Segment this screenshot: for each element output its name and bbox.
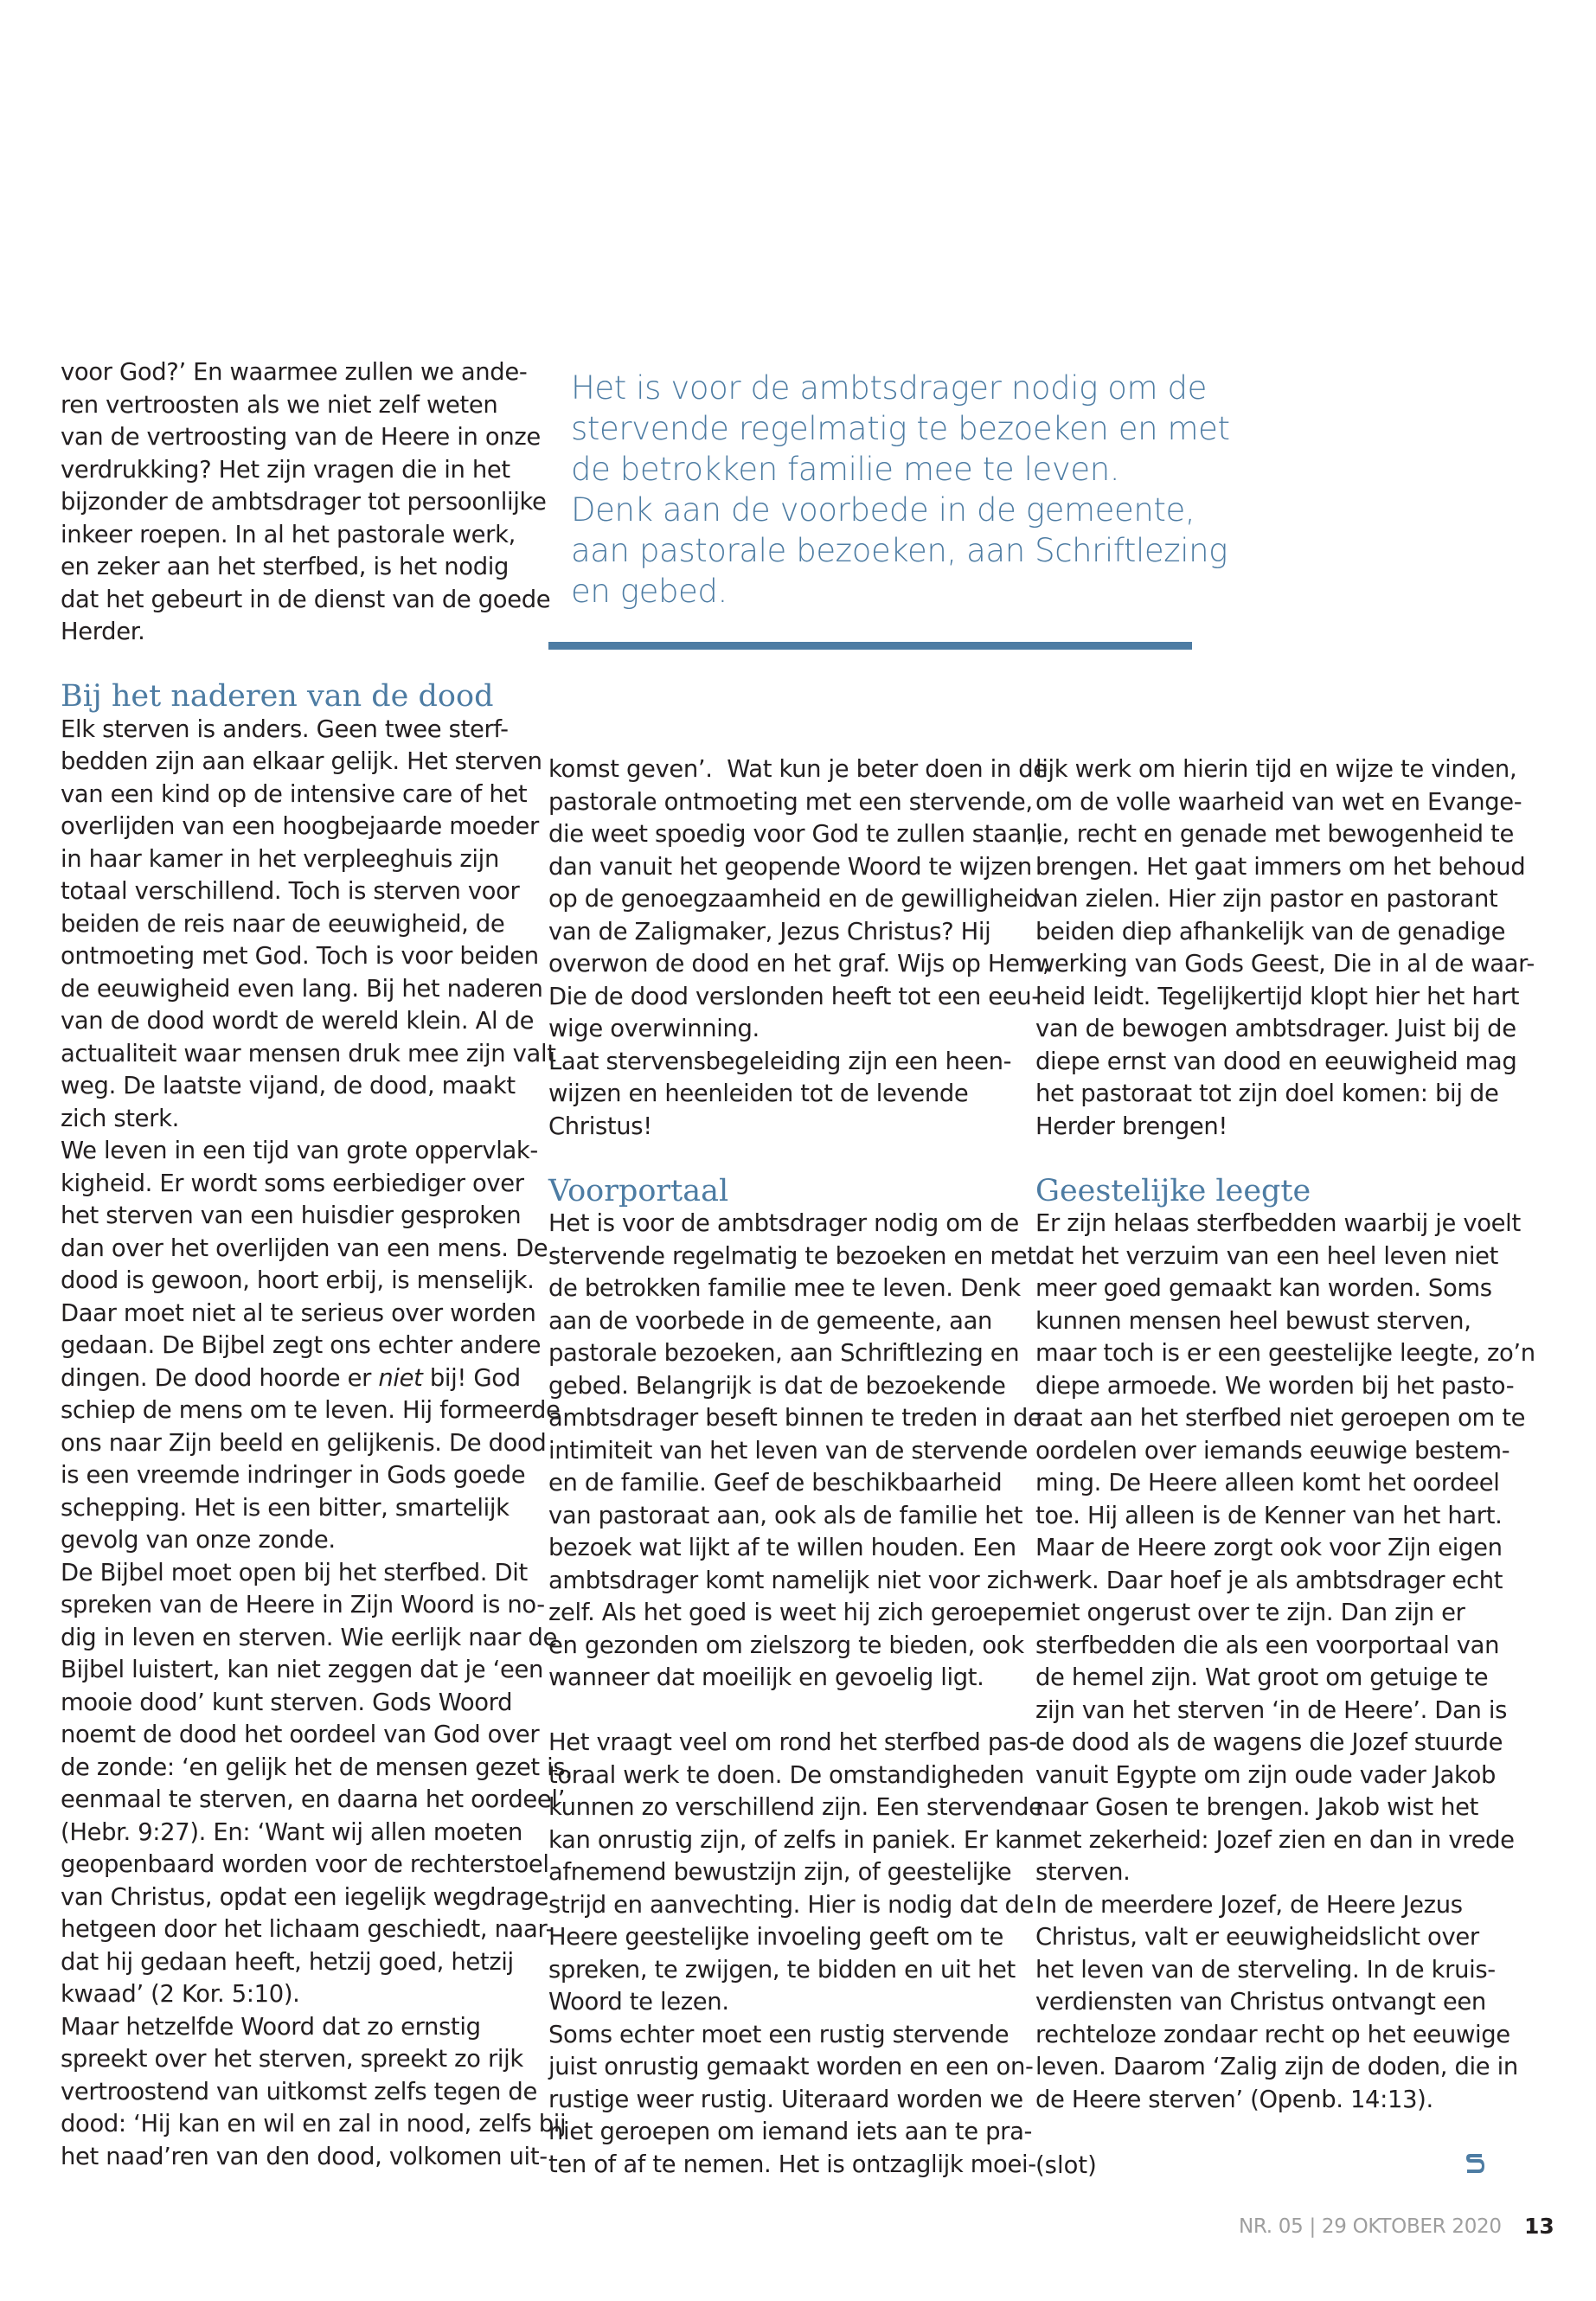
body-line: wijzen en heenleiden tot de levende: [548, 1080, 969, 1107]
body-line: om de volle waarheid van wet en Evange-: [1035, 788, 1522, 816]
body-line: van zielen. Hier zijn pastor en pastorant: [1035, 886, 1498, 913]
body-line: diepe ernst van dood en eeuwigheid mag: [1035, 1048, 1517, 1075]
body-line: hetgeen door het lichaam geschiedt, naar-: [61, 1916, 554, 1943]
section-heading-voorportaal: Voorportaal: [548, 1173, 729, 1208]
body-line: maar toch is er een geestelijke leegte, zo’n: [1035, 1340, 1535, 1367]
body-line: heid leidt. Tegelijkertijd klopt hier het hart: [1035, 983, 1520, 1010]
body-line: naar Gosen te brengen. Jakob wist het: [1035, 1794, 1478, 1821]
body-line: kwaad’ (2 Kor. 5:10).: [61, 1981, 300, 2008]
body-line: het pastoraat tot zijn doel komen: bij de: [1035, 1080, 1499, 1107]
body-line: Daar moet niet al te serieus over worden: [61, 1299, 536, 1327]
body-line: De Bijbel moet open bij het sterfbed. Dit: [61, 1559, 528, 1586]
body-line: voor God?’ En waarmee zullen we ande-: [61, 359, 528, 386]
body-line: spreken, te zwijgen, te bidden en uit het: [548, 1956, 1016, 1984]
body-line: kan onrustig zijn, of zelfs in paniek. Er kan: [548, 1826, 1037, 1854]
body-text: dingen. De dood hoorde er: [61, 1364, 379, 1392]
body-line: en zeker aan het sterfbed, is het nodig: [61, 554, 510, 580]
body-line: dig in leven en sterven. Wie eerlijk naar de: [61, 1624, 557, 1651]
body-line: beiden de reis naar de eeuwigheid, de: [61, 910, 505, 938]
body-line: kigheid. Er wordt soms eerbiediger over: [61, 1170, 524, 1197]
body-line: ming. De Heere alleen komt het oordeel: [1035, 1470, 1500, 1497]
end-note: (slot): [1035, 2152, 1097, 2179]
body-line: spreken van de Heere in Zijn Woord is no-: [61, 1592, 545, 1618]
body-line: de Heere sterven’ (Openb. 14:13).: [1035, 2086, 1433, 2113]
body-line-with-emphasis: [61, 1362, 528, 1395]
body-line: van Christus, opdat een iegelijk wegdrage: [61, 1883, 549, 1911]
page-number: 13: [1524, 2214, 1554, 2239]
body-line: actualiteit waar mensen druk mee zijn valt: [61, 1040, 556, 1067]
body-line: vertroostend van uitkomst zelfs tegen de: [61, 2078, 537, 2106]
article-column-1: [61, 356, 573, 2173]
body-line: komst geven’. Wat kun je beter doen in de: [548, 756, 1048, 783]
body-line: afnemend bewustzijn zijn, of geestelijke: [548, 1859, 1012, 1886]
body-line: dat het gebeurt in de dienst van de goede: [61, 586, 551, 613]
pull-quote-line: Het is voor de ambtsdrager nodig om de: [571, 369, 1207, 407]
body-line: aan de voorbede in de gemeente, aan: [548, 1307, 993, 1335]
body-line: Christus!: [548, 1112, 652, 1140]
body-line: kunnen mensen heel bewust sterven,: [1035, 1307, 1471, 1335]
body-line: raat aan het sterfbed niet geroepen om te: [1035, 1405, 1526, 1432]
body-line: van de vertroosting van de Heere in onze: [61, 424, 541, 451]
pull-quote-rule: [548, 642, 1192, 650]
body-line: Die de dood verslonden heeft tot een eeu-: [548, 983, 1040, 1010]
pull-quote-line: aan pastorale bezoeken, aan Schriftlezing: [571, 532, 1227, 569]
body-line: weg. De laatste vijand, de dood, maakt: [61, 1073, 516, 1099]
body-line: overwon de dood en het graf. Wijs op Hem,: [548, 951, 1050, 977]
body-line: werk. Daar hoef je als ambtsdrager echt: [1035, 1567, 1503, 1594]
body-line: van de Zaligmaker, Jezus Christus? Hij: [548, 918, 991, 945]
section-heading-geestelijke-leegte: Geestelijke leegte: [1035, 1173, 1311, 1208]
body-line: de betrokken familie mee te leven. Denk: [548, 1275, 1021, 1302]
body-line: ambtsdrager komt namelijk niet voor zich-: [548, 1567, 1042, 1594]
body-line: Soms echter moet een rustig stervende: [548, 2021, 1010, 2048]
body-line: gedaan. De Bijbel zegt ons echter andere: [61, 1332, 542, 1359]
body-line: schiep de mens om te leven. Hij formeerde: [61, 1397, 561, 1424]
body-line: dood: ‘Hij kan en wil en zal in nood, zelfs bij: [61, 2111, 567, 2138]
body-line: ambtsdrager beseft binnen te treden in de: [548, 1405, 1042, 1432]
article-column-2: [548, 753, 1050, 2181]
body-line: eenmaal te sterven, en daarna het oordeel’: [61, 1786, 566, 1813]
body-line: Herder.: [61, 619, 145, 645]
body-line: bijzonder de ambtsdrager tot persoonlijke: [61, 489, 547, 516]
body-text: bij! God: [422, 1364, 521, 1392]
body-line: schepping. Het is een bitter, smartelijk: [61, 1494, 510, 1522]
body-line: dood is gewoon, hoort erbij, is menselijk.: [61, 1267, 535, 1294]
body-line: noemt de dood het oordeel van God over: [61, 1721, 540, 1748]
body-line: met zekerheid: Jozef zien en dan in vrede: [1035, 1826, 1515, 1854]
body-line: strijd en aanvechting. Hier is nodig dat de: [548, 1891, 1035, 1919]
body-line: overlijden van een hoogbejaarde moeder: [61, 813, 539, 840]
body-line: bezoek wat lijkt af te willen houden. Een: [548, 1535, 1016, 1561]
body-line: zelf. Als het goed is weet hij zich geroepen: [548, 1599, 1042, 1626]
body-line: oordelen over iemands eeuwige bestem-: [1035, 1437, 1510, 1465]
body-line: van pastoraat aan, ook als de familie het: [548, 1502, 1023, 1529]
body-line: is een vreemde indringer in Gods goede: [61, 1462, 526, 1489]
body-line: en gezonden om zielszorg te bieden, ook: [548, 1631, 1024, 1659]
pull-quote-line: Denk aan de voorbede in de gemeente,: [571, 491, 1195, 529]
body-line: toe. Hij alleen is de Kenner van het hart.: [1035, 1502, 1503, 1529]
pull-quote-line: stervende regelmatig te bezoeken en met: [571, 410, 1230, 447]
magazine-logo-icon: [1465, 2152, 1485, 2175]
body-line: ren vertroosten als we niet zelf weten: [61, 391, 498, 419]
body-line: totaal verschillend. Toch is sterven voor: [61, 878, 520, 905]
body-line: die weet spoedig voor God te zullen staan,: [548, 821, 1044, 848]
body-line: Maar hetzelfde Woord dat zo ernstig: [61, 2013, 481, 2041]
body-line: beiden diep afhankelijk van de genadige: [1035, 918, 1506, 945]
body-line: verdrukking? Het zijn vragen die in het: [61, 456, 510, 484]
body-line: niet ongerust over te zijn. Dan zijn er: [1035, 1599, 1465, 1626]
body-line: dat het verzuim van een heel leven niet: [1035, 1242, 1499, 1270]
body-line: van de bewogen ambtsdrager. Juist bij de: [1035, 1016, 1516, 1042]
body-line: gevolg van onze zonde.: [61, 1527, 336, 1554]
body-line: de eeuwigheid even lang. Bij het naderen: [61, 975, 543, 1003]
pull-quote-line: de betrokken familie mee te leven.: [571, 451, 1120, 488]
body-line: van een kind op de intensive care of het: [61, 780, 528, 808]
body-line: (Hebr. 9:27). En: ‘Want wij allen moeten: [61, 1818, 523, 1846]
body-line: verdiensten van Christus ontvangt een: [1035, 1989, 1486, 2016]
body-line: geopenbaard worden voor de rechterstoel: [61, 1851, 549, 1878]
body-line: Christus, valt er eeuwigheidslicht over: [1035, 1924, 1479, 1951]
emphasis-word: niet: [378, 1364, 423, 1392]
body-line: dan vanuit het geopende Woord te wijzen: [548, 853, 1032, 881]
body-line: ten of af te nemen. Het is ontzaglijk moei-: [548, 2150, 1036, 2178]
issue-date: NR. 05 | 29 OKTOBER 2020: [1239, 2215, 1502, 2238]
body-line: de zonde: ‘en gelijk het de mensen gezet is,: [61, 1753, 573, 1781]
body-line: Heere geestelijke invoeling geeft om te: [548, 1924, 1003, 1951]
body-line: intimiteit van het leven van de stervende: [548, 1437, 1029, 1465]
body-line: sterven.: [1035, 1859, 1131, 1886]
body-line: gebed. Belangrijk is dat de bezoekende: [548, 1372, 1006, 1400]
body-line: sterfbedden die als een voorportaal van: [1035, 1631, 1500, 1659]
body-line: kunnen zo verschillend zijn. Een stervende: [548, 1794, 1043, 1821]
body-line: de dood als de wagens die Jozef stuurde: [1035, 1729, 1503, 1756]
body-line: diepe armoede. We worden bij het pasto-: [1035, 1372, 1515, 1400]
body-line: Maar de Heere zorgt ook voor Zijn eigen: [1035, 1535, 1503, 1561]
body-line: stervende regelmatig te bezoeken en met: [548, 1242, 1036, 1270]
body-line: mooie dood’ kunt sterven. Gods Woord: [61, 1689, 513, 1716]
body-line: zijn van het sterven ‘in de Heere’. Dan is: [1035, 1696, 1508, 1724]
pull-quote-line: en gebed.: [571, 573, 727, 610]
body-line: rechteloze zondaar recht op het eeuwige: [1035, 2021, 1510, 2048]
pull-quote: [571, 368, 1230, 612]
body-line: Er zijn helaas sterfbedden waarbij je voelt: [1035, 1210, 1521, 1237]
body-line: dan over het overlijden van een mens. De: [61, 1234, 548, 1262]
body-line: op de genoegzaamheid en de gewilligheid: [548, 886, 1039, 913]
body-line: ontmoeting met God. Toch is voor beiden: [61, 943, 539, 970]
body-line: de hemel zijn. Wat groot om getuige te: [1035, 1664, 1489, 1691]
body-line: zich sterk.: [61, 1105, 179, 1132]
article-column-3: [1035, 753, 1535, 2116]
body-line: Bijbel luistert, kan niet zeggen dat je ‘een: [61, 1657, 543, 1683]
body-line: Herder brengen!: [1035, 1112, 1228, 1140]
body-line: We leven in een tijd van grote oppervlak-: [61, 1138, 538, 1164]
body-line: brengen. Het gaat immers om het behoud: [1035, 853, 1526, 881]
body-line: het naad’ren van den dood, volkomen uit-: [61, 2143, 548, 2170]
body-line: werking van Gods Geest, Die in al de waar-: [1035, 951, 1535, 977]
section-heading-naderen: Bij het naderen van de dood: [61, 679, 494, 714]
body-line: in haar kamer in het verpleeghuis zijn: [61, 845, 499, 873]
body-line: Woord te lezen.: [548, 1989, 729, 2016]
body-line: vanuit Egypte om zijn oude vader Jakob: [1035, 1761, 1497, 1789]
body-line: niet geroepen om iemand iets aan te pra-: [548, 2118, 1033, 2145]
body-line: toraal werk te doen. De omstandigheden: [548, 1761, 1024, 1789]
body-line: het leven van de sterveling. In de kruis-: [1035, 1956, 1496, 1984]
body-line: en de familie. Geef de beschikbaarheid: [548, 1470, 1003, 1497]
body-line: Het vraagt veel om rond het sterfbed pas-: [548, 1729, 1037, 1756]
body-line: bedden zijn aan elkaar gelijk. Het sterven: [61, 748, 542, 775]
body-line: leven. Daarom ‘Zalig zijn de doden, die in: [1035, 2054, 1518, 2080]
body-line: Laat stervensbegeleiding zijn een heen-: [548, 1048, 1012, 1075]
body-line: dat hij gedaan heeft, hetzij goed, hetzij: [61, 1948, 514, 1976]
body-line: lijk werk om hierin tijd en wijze te vinden,: [1035, 756, 1517, 783]
body-line: ons naar Zijn beeld en gelijkenis. De dood: [61, 1429, 547, 1457]
body-line: pastorale ontmoeting met een stervende,: [548, 788, 1033, 816]
body-line: het sterven van een huisdier gesproken: [61, 1202, 522, 1229]
body-line: pastorale bezoeken, aan Schriftlezing en: [548, 1340, 1020, 1367]
body-line: spreekt over het sterven, spreekt zo rijk: [61, 2046, 523, 2073]
body-line: Elk sterven is anders. Geen twee sterf-: [61, 715, 509, 743]
body-line: juist onrustig gemaakt worden en een on-: [548, 2054, 1034, 2080]
body-line: inkeer roepen. In al het pastorale werk,: [61, 521, 516, 548]
body-line: lie, recht en genade met bewogenheid te: [1035, 821, 1514, 848]
body-line: van de dood wordt de wereld klein. Al de: [61, 1008, 535, 1035]
body-line: meer goed gemaakt kan worden. Soms: [1035, 1275, 1492, 1302]
body-line: rustige weer rustig. Uiteraard worden we: [548, 2086, 1023, 2113]
body-line: Het is voor de ambtsdrager nodig om de: [548, 1210, 1019, 1237]
body-line: wanneer dat moeilijk en gevoelig ligt.: [548, 1664, 984, 1691]
body-line: wige overwinning.: [548, 1016, 760, 1042]
body-line: In de meerdere Jozef, de Heere Jezus: [1035, 1891, 1463, 1919]
